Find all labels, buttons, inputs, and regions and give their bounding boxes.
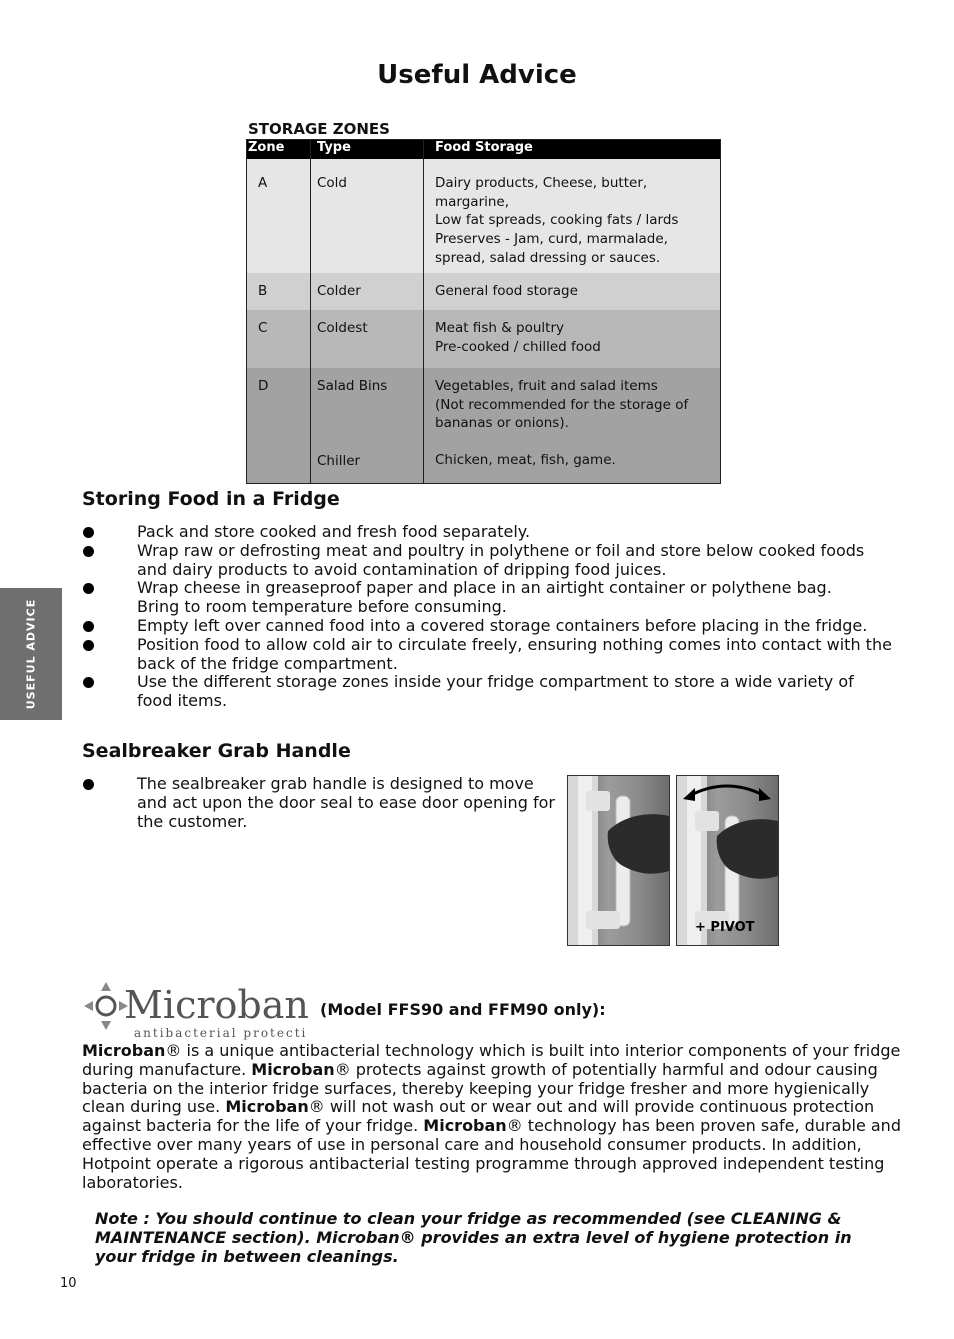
sealbreaker-list (82, 775, 562, 831)
storage-line: Vegetables, fruit and salad items (435, 378, 658, 394)
handle-top-mount (586, 791, 610, 811)
pivot-arrow-right-head (759, 788, 771, 801)
zone-cell: A (247, 159, 311, 273)
sealbreaker-heading: Sealbreaker Grab Handle (82, 740, 351, 762)
storage-cell (424, 310, 721, 368)
storage-line: spread, salad dressing or sauces. (435, 249, 661, 266)
list-item: Empty left over canned food into a covered storage containers before placing in the fridge. (82, 617, 892, 636)
storage-cell (424, 159, 721, 273)
logo-orb (97, 997, 115, 1015)
microban-paragraph (82, 1042, 902, 1192)
logo-tagline: antibacterial protection (134, 1026, 308, 1040)
storing-food-list (82, 523, 892, 711)
header-type: Type (311, 140, 424, 160)
logo-wordmark: Microban (124, 983, 308, 1027)
zone-cell: B (247, 273, 311, 310)
brand-name: Microban (82, 1041, 166, 1060)
storage-line: (Not recommended for the storage of (435, 396, 689, 413)
table-row (247, 273, 721, 310)
storage-line: Low fat spreads, cooking fats / lards (435, 212, 679, 229)
table-row (247, 310, 721, 368)
reg-mark: ® (506, 1116, 523, 1136)
list-item: Position food to allow cold air to circulate freely, ensuring nothing comes into contact with the back of the fridge compartment. (82, 636, 892, 674)
header-food-storage: Food Storage (424, 140, 721, 160)
list-item (82, 579, 892, 617)
type-cell: Cold (311, 159, 424, 273)
storage-line: General food storage (435, 283, 578, 299)
storing-food-heading: Storing Food in a Fridge (82, 488, 340, 510)
reg-mark: ® (334, 1059, 351, 1079)
paragraph-text: technology has been proven safe, durable and effective over many years of use in personal care and household consumer products. In addition, Hotpoint operate a rigorous antibacterial testing programme through approved independent testing laboratories. (82, 1116, 901, 1192)
type-line: Salad Bins (317, 378, 388, 394)
model-note: (Model FFS90 and FFM90 only): (320, 1000, 606, 1019)
handle-bottom-mount (586, 911, 620, 929)
type-cell: Coldest (311, 310, 424, 368)
list-item-line: Bring to room temperature before consuming. (137, 597, 507, 617)
list-item: The sealbreaker grab handle is designed to move and act upon the door seal to ease door opening for the customer. (82, 775, 562, 831)
list-item: Use the different storage zones inside your fridge compartment to store a wide variety of food items. (82, 673, 892, 711)
paragraph-text: is a unique antibacterial technology which is built into interior components of your fridge during manufacture. (82, 1041, 901, 1079)
table-row (247, 368, 721, 484)
storage-zones-caption: STORAGE ZONES (248, 120, 390, 138)
list-item: Pack and store cooked and fresh food separately. (82, 523, 892, 542)
logo-spark-left (84, 1001, 93, 1011)
zone-cell: D (247, 368, 311, 484)
storage-line: bananas or onions). (435, 415, 569, 432)
microban-logo-image (82, 978, 308, 1040)
table-header-row (247, 140, 721, 160)
logo-spark-top (101, 982, 111, 991)
storage-zones-table (246, 139, 721, 484)
side-tab-label: USEFUL ADVICE (24, 598, 38, 710)
pivot-label: + PIVOT (695, 920, 755, 935)
reg-mark: ® (165, 1041, 182, 1060)
storage-cell (424, 273, 721, 310)
storage-line: Dairy products, Cheese, butter, margarine, (435, 175, 648, 210)
storage-line: Preserves - Jam, curd, marmalade, (435, 231, 668, 248)
handle-top-mount (695, 811, 719, 831)
type-line: Chiller (317, 452, 361, 469)
reg-mark: ® (308, 1097, 325, 1117)
zone-cell: C (247, 310, 311, 368)
list-item-line: Wrap cheese in greaseproof paper and place in an airtight container or polythene bag. (137, 578, 832, 598)
storage-line: Chicken, meat, fish, game. (435, 452, 616, 469)
paragraph-text: will not wash out or wear out and will provide continuous protection against bacteria for the life of your fridge. (82, 1097, 875, 1136)
page-title: Useful Advice (377, 60, 577, 90)
paragraph-text: protects against growth of potentially harmful and odour causing bacteria on the interior fridge surfaces, thereby keeping your fridge fresher and more hygienically clean during use. (82, 1059, 878, 1117)
side-section-tab (0, 588, 62, 720)
list-item: Wrap raw or defrosting meat and poultry in polythene or foil and store below cooked foods and dairy products to avoid contamination of dripping food juices. (82, 542, 892, 580)
storage-cell (424, 368, 721, 484)
table-row (247, 159, 721, 273)
handle-image (568, 776, 669, 945)
brand-name: Microban (225, 1097, 309, 1117)
header-zone: Zone (247, 140, 311, 160)
microban-logo (82, 978, 308, 1040)
brand-name: Microban (251, 1059, 335, 1079)
page-number: 10 (60, 1276, 77, 1291)
storage-line: Meat fish & poultry (435, 320, 564, 336)
storage-line: Pre-cooked / chilled food (435, 338, 601, 355)
handle-pivot-photo (676, 775, 779, 946)
type-cell (311, 368, 424, 484)
cleaning-note: Note : You should continue to clean your fridge as recommended (see CLEANING & MAINTENANCE section). Microban® provides an extra level of hygiene protection in your fridge in between cleanings. (95, 1209, 852, 1266)
type-cell: Colder (311, 273, 424, 310)
logo-spark-bottom (101, 1021, 111, 1030)
brand-name: Microban (423, 1116, 507, 1136)
handle-photo (567, 775, 670, 946)
